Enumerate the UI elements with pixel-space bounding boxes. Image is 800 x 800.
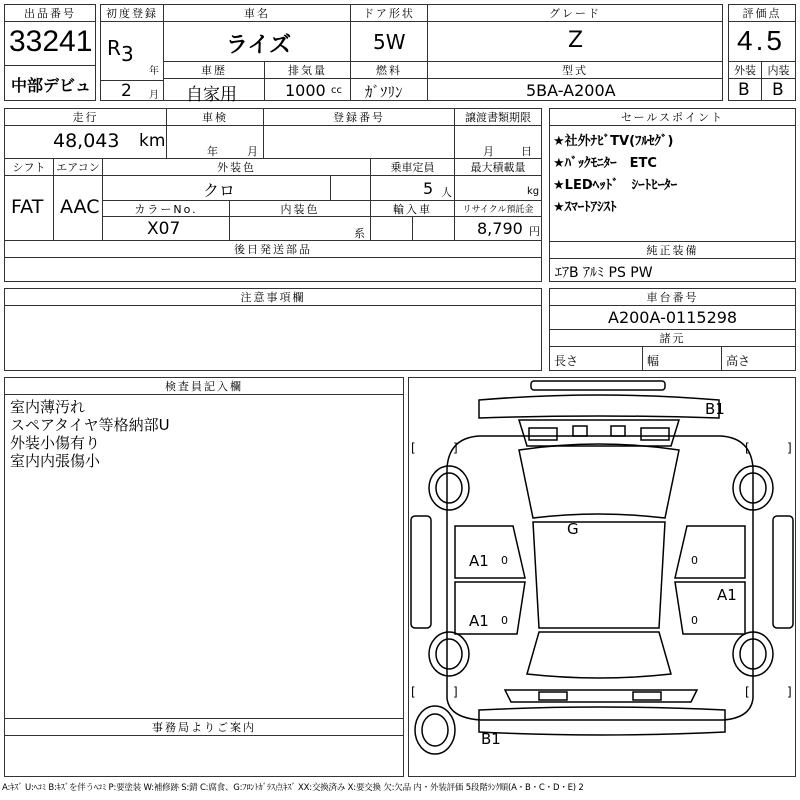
displacement-cell: [264, 78, 351, 101]
svg-text:]: ]: [453, 441, 458, 455]
grille-center-right: [611, 426, 625, 436]
car-name: ライズ: [226, 33, 292, 58]
tail-lamp-right: [633, 692, 661, 700]
first-registration-year-cell: [100, 21, 164, 81]
history: 自家用: [186, 85, 237, 105]
exterior-color: クロ: [203, 181, 236, 200]
damage-mark-zero: 0: [691, 554, 698, 567]
damage-mark-zero: 0: [501, 614, 508, 627]
aircon: AAC: [60, 196, 100, 218]
registration-year: 3: [121, 42, 134, 66]
door-label: ドア形状: [350, 4, 428, 22]
exterior-grade: B: [738, 80, 750, 100]
genuine-equipment: ｴｱB ｱﾙﾐ PS PW: [555, 265, 653, 281]
inspection-year-unit: 年: [207, 145, 218, 158]
history-cell: [163, 78, 265, 105]
car-name-label: 車名: [163, 4, 351, 22]
dimensions-label: 諸元: [549, 329, 796, 347]
legend-text: A:ｷｽﾞ U:ﾍｺﾐ B:ｷｽﾞを伴うﾍｺﾐ P:要塗装 W:補修跡 S:錆 C:腐食、G:ﾌﾛﾝﾄｶﾞﾗｽ点ｷｽﾞ XX:交換済み X:要交換 欠:欠品 内・外装評価 5段階ﾗﾝｸ順(A・B・C・D・E) 2: [2, 783, 584, 793]
damage-mark-front: B1: [705, 400, 725, 418]
followup-parts-label: 後日発送部品: [4, 240, 542, 258]
svg-text:]: ]: [787, 685, 792, 699]
height-cell: [721, 346, 796, 371]
svg-text:]: ]: [453, 685, 458, 699]
chassis-number: A200A-0115298: [608, 308, 738, 327]
left-rear-door-shape: [455, 582, 525, 634]
inspector-notes-label: 検査員記入欄: [4, 377, 404, 395]
lot-number: 33241: [9, 25, 93, 58]
transfer-day-unit: 日: [521, 145, 532, 158]
hood-shape: [519, 420, 679, 446]
model-cell: [427, 78, 723, 101]
inspector-note-line: スペアタイヤ等格納部U: [10, 416, 170, 434]
grade-label: グレード: [427, 4, 723, 22]
svg-text:[: [: [411, 685, 416, 699]
length-label: 長さ: [554, 354, 579, 368]
score: 4.5: [737, 25, 785, 56]
auction-site-cell: [4, 65, 96, 101]
damage-mark-right-rear-door: A1: [717, 586, 737, 604]
inspector-note-line: 外装小傷有り: [10, 434, 101, 452]
registration-month: 2: [121, 81, 132, 101]
interior-grade-label: 内装: [761, 61, 796, 79]
interior-color-unit: 系: [354, 227, 365, 240]
model: 5BA-A200A: [526, 81, 616, 100]
sales-points-box: [549, 125, 796, 242]
rear-glass-shape: [527, 632, 671, 678]
shift: FAT: [11, 196, 44, 218]
left-rocker-shape: [411, 516, 431, 628]
door-cell: [350, 21, 428, 62]
spare-tire: [415, 706, 455, 754]
displacement-unit: cc: [331, 85, 342, 96]
inspector-note-line: 室内薄汚れ: [10, 398, 86, 416]
score-cell: [728, 21, 796, 62]
damage-mark-zero: 0: [691, 614, 698, 627]
car-outline-diagram: [409, 378, 795, 776]
inspection-label: 車検: [166, 108, 264, 126]
damage-diagram: [408, 377, 796, 777]
notes-box: [4, 305, 542, 371]
inspector-note-line: 室内内張傷小: [10, 452, 101, 470]
left-front-door-shape: [455, 526, 525, 578]
capacity-label: 乗車定員: [370, 158, 455, 176]
first-registration-month-cell: [100, 80, 164, 101]
fuel: ｶﾞｿﾘﾝ: [365, 83, 403, 101]
grille-right: [641, 428, 669, 440]
mileage: 48,043: [53, 130, 120, 152]
tailgate-shape: [505, 690, 697, 702]
notes-label: 注意事項欄: [4, 288, 542, 306]
front-bumper-shape: [531, 381, 665, 390]
transfer-deadline-label: 譲渡書類期限: [454, 108, 542, 126]
import-cell-a: [370, 216, 413, 241]
mileage-unit: km: [139, 131, 166, 151]
history-label: 車歴: [163, 61, 265, 79]
exterior-color-label: 外装色: [102, 158, 371, 176]
lot-number-cell: [4, 21, 96, 66]
svg-text:[: [: [411, 441, 416, 455]
office-notice-box: [4, 735, 404, 777]
max-load-label: 最大積載量: [454, 158, 542, 176]
capacity: 5: [423, 179, 434, 198]
svg-text:]: ]: [787, 441, 792, 455]
genuine-equipment-cell: [549, 258, 796, 282]
hood-front-shape: [479, 395, 719, 418]
transfer-month-unit: 月: [483, 145, 494, 158]
max-load-unit: kg: [527, 186, 540, 197]
exterior-color-cell: [102, 175, 331, 201]
color-number: X07: [147, 219, 181, 239]
interior-grade: B: [772, 80, 784, 100]
transfer-deadline-cell: [454, 125, 542, 159]
year-unit: 年: [149, 66, 159, 77]
height-label: 高さ: [726, 354, 751, 368]
aircon-label: エアコン: [53, 158, 103, 176]
right-front-door-shape: [675, 526, 745, 578]
interior-color-cell: [229, 216, 371, 241]
svg-text:[: [: [745, 441, 750, 455]
car-name-cell: [163, 21, 351, 62]
auction-site: 中部デビュ: [11, 76, 92, 95]
score-label: 評価点: [728, 4, 796, 22]
office-notice-label: 事務局よりご案内: [4, 718, 404, 736]
grade: Z: [568, 28, 584, 53]
grille-left: [529, 428, 557, 440]
capacity-unit: 人: [441, 186, 452, 199]
followup-parts-cell: [4, 257, 542, 282]
inspector-notes-box: [4, 394, 404, 719]
svg-text:[: [: [745, 685, 750, 699]
damage-mark-left-front-door: A1: [469, 552, 489, 570]
fuel-label: 燃料: [350, 61, 428, 79]
recycle-unit: 円: [529, 225, 540, 238]
displacement: 1000: [285, 81, 326, 100]
grille-center-left: [573, 426, 587, 436]
sales-point-item: ★LEDﾍｯﾄﾞ ｼｰﾄﾋｰﾀｰ: [553, 178, 678, 193]
sales-point-item: ★ﾊﾞｯｸﾓﾆﾀｰ ETC: [553, 156, 657, 171]
max-load-cell: [454, 175, 542, 201]
chassis-number-cell: [549, 305, 796, 330]
right-rocker-shape: [773, 516, 793, 628]
capacity-cell: [370, 175, 455, 201]
first-registration-label: 初度登録: [100, 4, 164, 22]
door: 5W: [373, 30, 406, 54]
color-number-cell: [102, 216, 230, 241]
recycle-cell: [454, 216, 542, 241]
sales-point-item: ★ｽﾏｰﾄｱｼｽﾄ: [553, 200, 617, 215]
exterior-grade-label: 外装: [728, 61, 762, 79]
interior-color-label: 内装色: [229, 200, 371, 217]
displacement-label: 排気量: [264, 61, 351, 79]
era: R: [107, 36, 121, 60]
lot-number-label: 出品番号: [4, 4, 96, 22]
color-number-label: カラーNo.: [102, 200, 230, 217]
registration-number-cell: [263, 125, 455, 159]
genuine-equipment-label: 純正装備: [549, 241, 796, 259]
width-label: 幅: [647, 354, 660, 368]
width-cell: [642, 346, 722, 371]
sales-point-item: ★社外ﾅﾋﾞTV(ﾌﾙｾｸﾞ): [553, 134, 674, 149]
month-unit: 月: [149, 90, 159, 101]
damage-mark-left-rear-door: A1: [469, 612, 489, 630]
mileage-label: 走行: [4, 108, 167, 126]
import-cell-b: [412, 216, 455, 241]
windshield-shape: [519, 444, 679, 518]
import-label: 輸入車: [370, 200, 455, 217]
damage-mark-rear: B1: [481, 730, 501, 748]
roof-shape: [533, 522, 665, 628]
tail-lamp-left: [539, 692, 567, 700]
recycle-amount: 8,790: [477, 219, 523, 238]
inspection-month-unit: 月: [247, 145, 258, 158]
shift-cell: [4, 175, 54, 241]
sales-points-label: セールスポイント: [549, 108, 796, 126]
mileage-cell: [4, 125, 167, 159]
model-label: 型式: [427, 61, 723, 79]
interior-grade-cell: [761, 78, 796, 101]
damage-mark-zero: 0: [501, 554, 508, 567]
recycle-label: リサイクル預託金: [454, 200, 542, 217]
registration-number-label: 登録番号: [263, 108, 455, 126]
length-cell: [549, 346, 643, 371]
fuel-cell: [350, 78, 428, 101]
shift-label: シフト: [4, 158, 54, 176]
damage-mark-windshield: G: [567, 520, 579, 538]
grade-cell: [427, 21, 723, 62]
exterior-color-code-cell: [330, 175, 371, 201]
chassis-number-label: 車台番号: [549, 288, 796, 306]
inspection-cell: [166, 125, 264, 159]
aircon-cell: [53, 175, 103, 241]
exterior-grade-cell: [728, 78, 762, 101]
rear-bumper-shape: [479, 707, 725, 735]
